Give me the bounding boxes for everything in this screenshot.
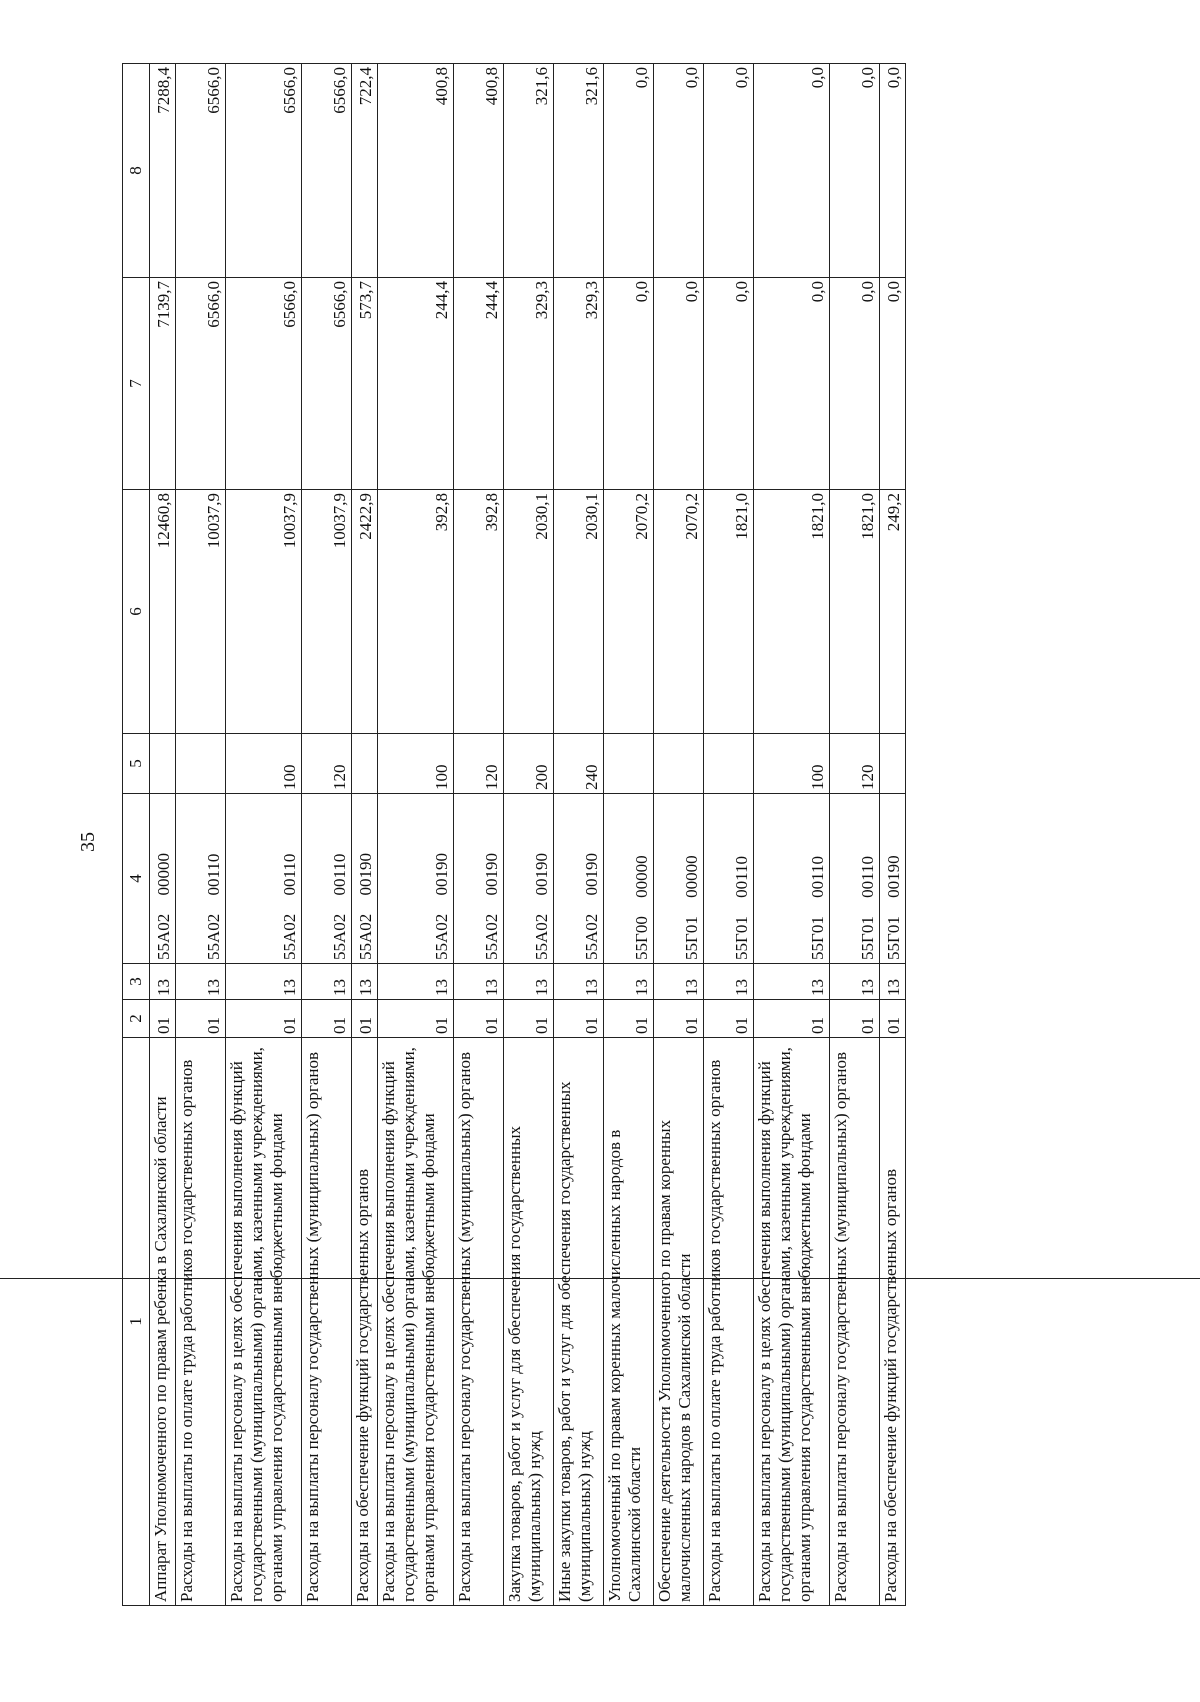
row-amount-2022: 0,0 (604, 278, 654, 490)
row-name: Аппарат Уполномоченного по правам ребенка в Сахалинской области (150, 1038, 176, 1606)
row-section: 01 (302, 1000, 352, 1038)
table-row (454, 64, 504, 1606)
row-subsection: 13 (604, 964, 654, 1000)
row-amount-2023: 0,0 (654, 64, 704, 278)
row-target-article: 55А02 00190 (504, 794, 554, 964)
row-target-article: 55Г00 00000 (604, 794, 654, 964)
row-name: Расходы на выплаты персоналу государственных (муниципальных) органов (830, 1038, 880, 1606)
row-subsection: 13 (554, 964, 604, 1000)
row-subsection: 13 (654, 964, 704, 1000)
table-body (150, 64, 906, 1606)
row-expense-type (352, 734, 378, 794)
row-target-article: 55Г01 00110 (830, 794, 880, 964)
row-expense-type (704, 734, 754, 794)
row-section: 01 (504, 1000, 554, 1038)
row-amount-2022: 6566,0 (302, 278, 352, 490)
row-expense-type (654, 734, 704, 794)
row-subsection: 13 (830, 964, 880, 1000)
row-amount-2022: 244,4 (378, 278, 454, 490)
row-name: Расходы на выплаты персоналу государственных (муниципальных) органов (454, 1038, 504, 1606)
row-target-article: 55А02 00190 (454, 794, 504, 964)
row-amount-2022: 0,0 (704, 278, 754, 490)
row-amount-2023: 0,0 (704, 64, 754, 278)
table-row (704, 64, 754, 1606)
row-name: Расходы на обеспечение функций государственных органов (352, 1038, 378, 1606)
row-subsection: 13 (150, 964, 176, 1000)
row-name: Расходы на выплаты по оплате труда работников государственных органов (176, 1038, 226, 1606)
row-amount-2021: 2070,2 (604, 490, 654, 734)
row-target-article: 55А02 00110 (302, 794, 352, 964)
table-row (150, 64, 176, 1606)
row-amount-2023: 321,6 (554, 64, 604, 278)
row-amount-2023: 400,8 (378, 64, 454, 278)
row-section: 01 (830, 1000, 880, 1038)
row-amount-2023: 0,0 (604, 64, 654, 278)
row-name: Расходы на выплаты персоналу в целях обеспечения выполнения функций государственными (муниципальными) органами, казенными учреждениями, органами управления государственными внебюджетными фондами (754, 1038, 830, 1606)
header-col-8: 8 (123, 64, 150, 278)
row-amount-2023: 6566,0 (176, 64, 226, 278)
row-section: 01 (754, 1000, 830, 1038)
table-row (378, 64, 454, 1606)
row-amount-2022: 6566,0 (176, 278, 226, 490)
row-subsection: 13 (378, 964, 454, 1000)
row-section: 01 (704, 1000, 754, 1038)
header-col-5: 5 (123, 734, 150, 794)
row-section: 01 (378, 1000, 454, 1038)
row-name: Расходы на обеспечение функций государственных органов (880, 1038, 906, 1606)
row-amount-2021: 1821,0 (704, 490, 754, 734)
row-name: Расходы на выплаты по оплате труда работников государственных органов (704, 1038, 754, 1606)
row-amount-2023: 6566,0 (302, 64, 352, 278)
row-section: 01 (454, 1000, 504, 1038)
table-row (654, 64, 704, 1606)
row-amount-2021: 12460,8 (150, 490, 176, 734)
row-section: 01 (604, 1000, 654, 1038)
row-amount-2021: 2030,1 (504, 490, 554, 734)
row-amount-2021: 10037,9 (176, 490, 226, 734)
row-name: Расходы на выплаты персоналу в целях обеспечения выполнения функций государственными (муниципальными) органами, казенными учреждениями, органами управления государственными внебюджетными фондами (378, 1038, 454, 1606)
row-amount-2021: 1821,0 (754, 490, 830, 734)
header-col-6: 6 (123, 490, 150, 734)
header-col-1: 1 (123, 1038, 150, 1606)
row-amount-2022: 6566,0 (226, 278, 302, 490)
row-amount-2021: 2030,1 (554, 490, 604, 734)
row-expense-type: 100 (378, 734, 454, 794)
row-amount-2022: 329,3 (554, 278, 604, 490)
row-amount-2023: 0,0 (880, 64, 906, 278)
row-expense-type: 120 (454, 734, 504, 794)
row-expense-type: 120 (302, 734, 352, 794)
row-amount-2021: 10037,9 (226, 490, 302, 734)
row-amount-2023: 400,8 (454, 64, 504, 278)
row-amount-2021: 10037,9 (302, 490, 352, 734)
row-target-article: 55А02 00190 (554, 794, 604, 964)
row-amount-2022: 0,0 (880, 278, 906, 490)
row-amount-2022: 0,0 (754, 278, 830, 490)
row-subsection: 13 (352, 964, 378, 1000)
row-amount-2023: 321,6 (504, 64, 554, 278)
row-subsection: 13 (454, 964, 504, 1000)
row-target-article: 55Г01 00110 (704, 794, 754, 964)
row-amount-2021: 392,8 (454, 490, 504, 734)
row-amount-2021: 249,2 (880, 490, 906, 734)
row-subsection: 13 (504, 964, 554, 1000)
row-name: Иные закупки товаров, работ и услуг для обеспечения государственных (муниципальных) нужд (554, 1038, 604, 1606)
row-subsection: 13 (176, 964, 226, 1000)
header-col-7: 7 (123, 278, 150, 490)
table-row (352, 64, 378, 1606)
row-section: 01 (150, 1000, 176, 1038)
row-expense-type (176, 734, 226, 794)
row-subsection: 13 (302, 964, 352, 1000)
row-name: Закупка товаров, работ и услуг для обеспечения государственных (муниципальных) нужд (504, 1038, 554, 1606)
row-target-article: 55А02 00190 (378, 794, 454, 964)
row-amount-2022: 573,7 (352, 278, 378, 490)
page-number: 35 (77, 832, 99, 852)
row-amount-2022: 329,3 (504, 278, 554, 490)
row-amount-2023: 6566,0 (226, 64, 302, 278)
row-target-article: 55А02 00110 (176, 794, 226, 964)
row-subsection: 13 (226, 964, 302, 1000)
rotated-table-wrapper (122, 64, 1088, 1606)
row-target-article: 55А02 00190 (352, 794, 378, 964)
table-row (504, 64, 554, 1606)
row-amount-2023: 722,4 (352, 64, 378, 278)
row-section: 01 (226, 1000, 302, 1038)
table-row (302, 64, 352, 1606)
row-name: Расходы на выплаты персоналу в целях обеспечения выполнения функций государственными (муниципальными) органами, казенными учреждениями, органами управления государственными внебюджетными фондами (226, 1038, 302, 1606)
row-amount-2023: 0,0 (830, 64, 880, 278)
row-expense-type: 200 (504, 734, 554, 794)
row-expense-type (880, 734, 906, 794)
table-row (176, 64, 226, 1606)
table-row (554, 64, 604, 1606)
table-row (880, 64, 906, 1606)
row-target-article: 55А02 00000 (150, 794, 176, 964)
row-name: Обеспечение деятельности Уполномоченного по правам коренных малочисленных народов в Сахалинской области (654, 1038, 704, 1606)
row-section: 01 (176, 1000, 226, 1038)
row-amount-2022: 0,0 (830, 278, 880, 490)
header-col-3: 3 (123, 964, 150, 1000)
row-amount-2021: 1821,0 (830, 490, 880, 734)
row-subsection: 13 (880, 964, 906, 1000)
row-section: 01 (554, 1000, 604, 1038)
row-expense-type: 120 (830, 734, 880, 794)
row-amount-2023: 7288,4 (150, 64, 176, 278)
table-row (226, 64, 302, 1606)
row-amount-2022: 0,0 (654, 278, 704, 490)
row-amount-2021: 392,8 (378, 490, 454, 734)
header-col-2: 2 (123, 1000, 150, 1038)
row-expense-type (604, 734, 654, 794)
row-expense-type (150, 734, 176, 794)
row-name: Расходы на выплаты персоналу государственных (муниципальных) органов (302, 1038, 352, 1606)
row-subsection: 13 (754, 964, 830, 1000)
row-target-article: 55А02 00110 (226, 794, 302, 964)
table-row (830, 64, 880, 1606)
row-amount-2023: 0,0 (754, 64, 830, 278)
header-col-4: 4 (123, 794, 150, 964)
table-row (604, 64, 654, 1606)
row-name: Уполномоченный по правам коренных малочисленных народов в Сахалинской области (604, 1038, 654, 1606)
table-row (754, 64, 830, 1606)
row-expense-type: 100 (754, 734, 830, 794)
row-section: 01 (880, 1000, 906, 1038)
row-expense-type: 240 (554, 734, 604, 794)
row-amount-2022: 244,4 (454, 278, 504, 490)
budget-table (122, 63, 906, 1606)
row-target-article: 55Г01 00000 (654, 794, 704, 964)
row-section: 01 (654, 1000, 704, 1038)
row-amount-2021: 2422,9 (352, 490, 378, 734)
row-amount-2022: 7139,7 (150, 278, 176, 490)
row-amount-2021: 2070,2 (654, 490, 704, 734)
row-section: 01 (352, 1000, 378, 1038)
row-expense-type: 100 (226, 734, 302, 794)
row-target-article: 55Г01 00110 (754, 794, 830, 964)
header-row (123, 64, 150, 1606)
row-target-article: 55Г01 00190 (880, 794, 906, 964)
row-subsection: 13 (704, 964, 754, 1000)
